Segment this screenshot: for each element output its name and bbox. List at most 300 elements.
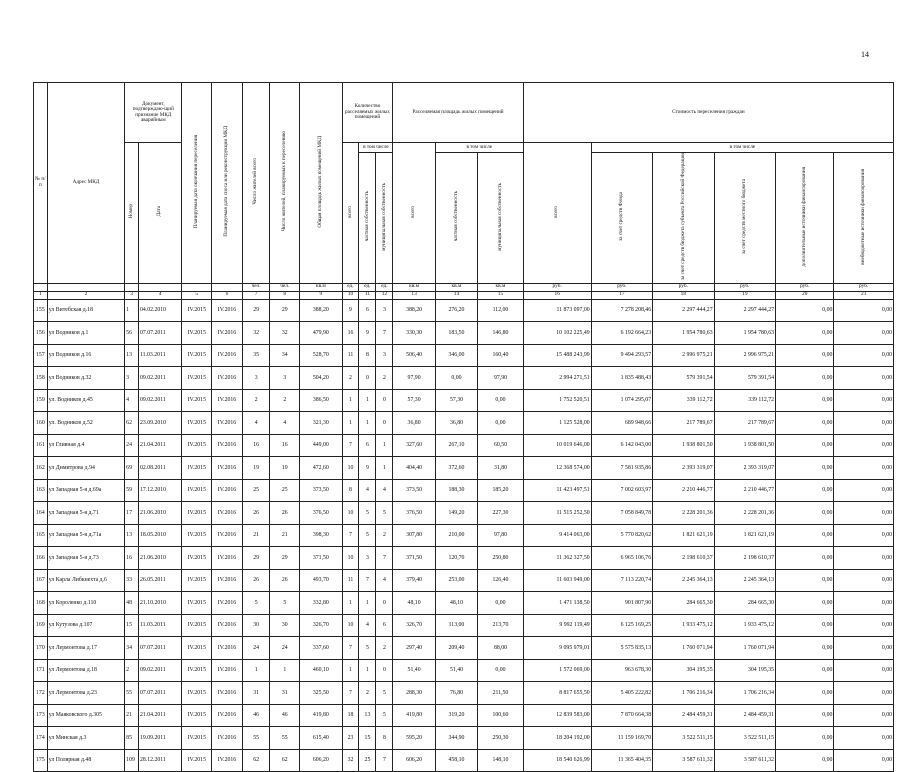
table-cell: 21.10.2010: [138, 592, 181, 615]
table-row: [34, 727, 894, 750]
table-cell: 16: [270, 434, 300, 457]
table-cell: 1 938 801,50: [714, 434, 775, 457]
table-cell: 11 365 404,35: [591, 749, 652, 772]
table-row: [34, 299, 894, 322]
header-doc-date: Дата: [156, 206, 163, 217]
table-cell: 85: [125, 727, 139, 750]
table-cell: 25: [270, 479, 300, 502]
table-cell: 1 471 138,50: [523, 592, 591, 615]
table-cell: 62: [270, 749, 300, 772]
table-cell: 30: [242, 614, 270, 637]
table-cell: IV.2016: [212, 547, 243, 570]
table-cell: 5: [270, 592, 300, 615]
table-cell: 493,70: [300, 569, 342, 592]
table-cell: ул Маяковского д.305: [47, 704, 124, 727]
table-cell: 1 706 216,34: [653, 682, 714, 705]
table-cell: 15: [125, 614, 139, 637]
table-cell: 6 125 169,25: [591, 614, 652, 637]
table-cell: IV.2016: [212, 524, 243, 547]
table-cell: 9: [359, 457, 376, 480]
table-cell: 8: [342, 479, 359, 502]
table-cell: 21.06.2010: [138, 502, 181, 525]
header-subject-budget: за счет средств бюджета субъекта Российской Федерации: [679, 153, 686, 281]
table-cell: 689 948,66: [591, 412, 652, 435]
table-cell: 12 368 574,00: [523, 457, 591, 480]
table-cell: 7 870 664,38: [591, 704, 652, 727]
table-cell: 25: [359, 749, 376, 772]
header-residents-planned: Число жителей, планируемых к переселению: [281, 131, 288, 232]
table-cell: 166: [34, 547, 48, 570]
table-cell: ул Лермонтова д.18: [47, 659, 124, 682]
table-cell: 0,00: [776, 749, 834, 772]
table-cell: 34: [125, 637, 139, 660]
table-cell: 0,00: [776, 592, 834, 615]
table-cell: 1 835 488,43: [591, 367, 652, 390]
unit-cell: [125, 283, 139, 291]
header-planned-end: Планируемая дата окончания переселения: [193, 134, 200, 229]
table-cell: 1 954 780,63: [653, 322, 714, 345]
table-cell: 2 393 319,07: [653, 457, 714, 480]
unit-cell: [212, 283, 243, 291]
table-cell: 0,00: [776, 682, 834, 705]
table-cell: 5: [376, 682, 393, 705]
table-cell: ул Западная 5-я д.69а: [47, 479, 124, 502]
table-cell: 162: [34, 457, 48, 480]
unit-cell: ед.: [376, 283, 393, 291]
table-cell: 17.12.2010: [138, 479, 181, 502]
table-cell: 2: [376, 367, 393, 390]
table-cell: 1: [342, 659, 359, 682]
table-cell: IV.2016: [212, 412, 243, 435]
table-cell: ул Димитрова д.94: [47, 457, 124, 480]
table-cell: 0,00: [834, 434, 894, 457]
column-number-cell: 8: [270, 291, 300, 299]
table-cell: 07.07.2011: [138, 682, 181, 705]
table-cell: 21.06.2010: [138, 547, 181, 570]
table-cell: 158: [34, 367, 48, 390]
table-cell: 213,70: [478, 614, 524, 637]
table-cell: 307,80: [393, 524, 435, 547]
table-cell: 0,00: [478, 389, 524, 412]
column-number-cell: 17: [591, 291, 652, 299]
table-cell: 19: [242, 457, 270, 480]
table-cell: ул Западная 5-я д.71а: [47, 524, 124, 547]
unit-cell: кв.м: [478, 283, 524, 291]
table-cell: 19: [270, 457, 300, 480]
table-cell: 5 770 820,62: [591, 524, 652, 547]
table-cell: 479,90: [300, 322, 342, 345]
table-cell: IV.2015: [182, 479, 212, 502]
table-row: [34, 479, 894, 502]
table-cell: 28.12.2011: [138, 749, 181, 772]
header-fund: за счет средств Фонда: [618, 192, 625, 241]
table-cell: 0,00: [478, 659, 524, 682]
unit-cell: кв.м: [300, 283, 342, 291]
unit-cell: руб.: [714, 283, 775, 291]
table-cell: IV.2015: [182, 412, 212, 435]
table-cell: 11: [342, 344, 359, 367]
table-cell: 346,00: [435, 344, 477, 367]
table-cell: 1: [342, 592, 359, 615]
column-number-cell: 5: [182, 291, 212, 299]
table-cell: 23.09.2010: [138, 412, 181, 435]
resettlement-table: [33, 82, 894, 772]
table-cell: 4: [125, 389, 139, 412]
table-cell: 46: [270, 704, 300, 727]
table-cell: 146,80: [478, 322, 524, 345]
table-cell: 21: [125, 704, 139, 727]
column-number-cell: 3: [125, 291, 139, 299]
header-document: Документ, подтверждаю-щий признание МКД аварийным: [125, 83, 182, 143]
table-cell: 4: [376, 479, 393, 502]
table-cell: 0,00: [834, 524, 894, 547]
table-cell: 172: [34, 682, 48, 705]
table-cell: 29: [270, 299, 300, 322]
table-row: [34, 524, 894, 547]
table-cell: 21: [242, 524, 270, 547]
table-cell: 0,00: [435, 367, 477, 390]
table-cell: 0,00: [834, 592, 894, 615]
table-cell: 13: [125, 344, 139, 367]
table-cell: 321,30: [300, 412, 342, 435]
table-cell: 21.04.2011: [138, 434, 181, 457]
table-cell: IV.2016: [212, 592, 243, 615]
table-cell: 4: [242, 412, 270, 435]
column-number-cell: 10: [342, 291, 359, 299]
column-number-cell: 12: [376, 291, 393, 299]
header-area-group: Расселяемая площадь жилых помещений: [393, 83, 523, 143]
table-cell: 7: [342, 637, 359, 660]
table-cell: 18.05.2010: [138, 524, 181, 547]
table-cell: 8: [359, 344, 376, 367]
table-cell: 1 125 528,00: [523, 412, 591, 435]
table-cell: 2 393 319,07: [714, 457, 775, 480]
table-cell: 1: [359, 412, 376, 435]
table-cell: 2 228 201,36: [653, 502, 714, 525]
table-cell: 227,30: [478, 502, 524, 525]
column-number-cell: 4: [138, 291, 181, 299]
table-cell: 963 678,30: [591, 659, 652, 682]
table-cell: 55: [125, 682, 139, 705]
column-number-cell: 15: [478, 291, 524, 299]
table-cell: 1: [270, 659, 300, 682]
table-cell: ул Водников д.32: [47, 367, 124, 390]
table-cell: 250,30: [478, 727, 524, 750]
table-cell: 26: [270, 502, 300, 525]
header-cost-group: Стоимость переселения граждан: [523, 83, 893, 143]
table-cell: 0,00: [834, 727, 894, 750]
column-number-cell: 20: [776, 291, 834, 299]
table-cell: 4: [359, 479, 376, 502]
table-cell: 26: [242, 502, 270, 525]
table-cell: 3: [125, 367, 139, 390]
table-cell: 606,20: [393, 749, 435, 772]
table-cell: 9 095 979,01: [523, 637, 591, 660]
table-row: [34, 412, 894, 435]
table-cell: 11 362 327,50: [523, 547, 591, 570]
table-cell: 16: [342, 322, 359, 345]
table-row: [34, 457, 894, 480]
table-cell: 35: [242, 344, 270, 367]
table-cell: 18: [342, 704, 359, 727]
column-number-cell: 19: [714, 291, 775, 299]
table-cell: 15 488 243,99: [523, 344, 591, 367]
table-cell: 2 297 444,27: [653, 299, 714, 322]
table-cell: 217 789,67: [653, 412, 714, 435]
table-cell: IV.2016: [212, 569, 243, 592]
table-cell: 0: [376, 659, 393, 682]
table-cell: 8: [376, 727, 393, 750]
table-cell: 1: [342, 389, 359, 412]
table-cell: 209,40: [435, 637, 477, 660]
table-cell: 167: [34, 569, 48, 592]
table-cell: IV.2016: [212, 614, 243, 637]
unit-cell: [47, 283, 124, 291]
table-cell: 2: [125, 659, 139, 682]
unit-cell: чел.: [270, 283, 300, 291]
table-cell: 606,20: [300, 749, 342, 772]
table-cell: 2: [270, 389, 300, 412]
table-cell: 7: [376, 547, 393, 570]
table-cell: 148,10: [478, 749, 524, 772]
table-cell: 185,20: [478, 479, 524, 502]
table-cell: 0,00: [834, 749, 894, 772]
column-number-cell: 11: [359, 291, 376, 299]
table-cell: 0,00: [834, 299, 894, 322]
table-cell: 36,80: [435, 412, 477, 435]
header-no: № п/п: [34, 83, 48, 284]
header-area-private: частная собственность: [452, 191, 459, 242]
table-cell: 9 494 293,57: [591, 344, 652, 367]
table-cell: 0,00: [834, 412, 894, 435]
table-cell: 2 228 201,36: [714, 502, 775, 525]
table-cell: 10 102 225,49: [523, 322, 591, 345]
table-cell: 112,00: [478, 299, 524, 322]
table-cell: IV.2015: [182, 727, 212, 750]
table-cell: IV.2016: [212, 502, 243, 525]
table-cell: 55: [242, 727, 270, 750]
table-cell: 2 484 459,31: [714, 704, 775, 727]
column-number-cell: 2: [47, 291, 124, 299]
table-cell: 126,40: [478, 569, 524, 592]
table-cell: 13: [125, 524, 139, 547]
table-cell: 3: [376, 344, 393, 367]
table-cell: 0,00: [776, 344, 834, 367]
header-nonbudget: внебюджетные источники финансирования: [859, 168, 866, 265]
table-cell: 09.02.2011: [138, 659, 181, 682]
table-cell: 1 954 780,63: [714, 322, 775, 345]
table-cell: 29: [242, 299, 270, 322]
table-cell: 1: [359, 592, 376, 615]
table-cell: 339 112,72: [714, 389, 775, 412]
table-cell: ул Водников д.16: [47, 344, 124, 367]
table-cell: IV.2016: [212, 389, 243, 412]
table-cell: 164: [34, 502, 48, 525]
table-cell: IV.2015: [182, 344, 212, 367]
table-cell: 174: [34, 727, 48, 750]
table-cell: 304 195,35: [714, 659, 775, 682]
table-cell: 2: [242, 389, 270, 412]
table-cell: 7: [376, 322, 393, 345]
table-cell: 161: [34, 434, 48, 457]
table-cell: 32: [270, 322, 300, 345]
table-cell: IV.2015: [182, 322, 212, 345]
table-cell: 48,10: [393, 592, 435, 615]
table-cell: 2 210 446,77: [714, 479, 775, 502]
table-cell: IV.2015: [182, 434, 212, 457]
table-cell: 506,40: [393, 344, 435, 367]
table-cell: 156: [34, 322, 48, 345]
table-cell: 3 587 611,32: [714, 749, 775, 772]
unit-cell: руб.: [834, 283, 894, 291]
table-cell: ул. Водников д.52: [47, 412, 124, 435]
table-cell: 1: [376, 457, 393, 480]
table-cell: IV.2015: [182, 659, 212, 682]
table-cell: 211,50: [478, 682, 524, 705]
table-cell: 7 278 208,46: [591, 299, 652, 322]
table-cell: 17: [125, 502, 139, 525]
table-cell: 0,00: [776, 659, 834, 682]
table-cell: 0: [359, 367, 376, 390]
table-cell: 6 142 043,00: [591, 434, 652, 457]
table-cell: 579 391,54: [653, 367, 714, 390]
header-count-group: Количество расселяемых жилых помещений: [342, 83, 393, 143]
table-cell: 0,00: [776, 524, 834, 547]
page-number: 14: [861, 50, 869, 59]
table-cell: 13: [359, 704, 376, 727]
table-cell: 404,40: [393, 457, 435, 480]
table-cell: 24: [242, 637, 270, 660]
table-cell: 26.05.2011: [138, 569, 181, 592]
unit-cell: ед.: [342, 283, 359, 291]
table-cell: 326,70: [393, 614, 435, 637]
table-cell: 10: [342, 547, 359, 570]
table-cell: 504,20: [300, 367, 342, 390]
table-cell: 9: [359, 322, 376, 345]
table-cell: 0,00: [834, 479, 894, 502]
table-cell: 46: [242, 704, 270, 727]
table-cell: IV.2016: [212, 637, 243, 660]
table-cell: 267,10: [435, 434, 477, 457]
table-cell: 11 873 097,00: [523, 299, 591, 322]
table-cell: 165: [34, 524, 48, 547]
table-cell: ул Короленко д.110: [47, 592, 124, 615]
table-cell: 0,00: [834, 569, 894, 592]
table-cell: 0,00: [834, 637, 894, 660]
table-cell: 10: [342, 457, 359, 480]
table-cell: 1 933 475,12: [653, 614, 714, 637]
table-cell: 210,00: [435, 524, 477, 547]
table-cell: 1 938 801,50: [653, 434, 714, 457]
table-cell: 09.02.2011: [138, 389, 181, 412]
table-cell: 32: [342, 749, 359, 772]
table-cell: 458,10: [435, 749, 477, 772]
table-cell: 250,80: [478, 547, 524, 570]
table-cell: 59: [125, 479, 139, 502]
table-cell: 16: [242, 434, 270, 457]
table-cell: 159: [34, 389, 48, 412]
table-cell: 0,00: [776, 637, 834, 660]
table-cell: 615,40: [300, 727, 342, 750]
table-cell: 23: [342, 727, 359, 750]
header-additional: дополнительные источники финансирования: [801, 166, 807, 267]
table-cell: 2: [376, 637, 393, 660]
table-row: [34, 367, 894, 390]
table-cell: 472,60: [300, 457, 342, 480]
table-cell: 60,50: [478, 434, 524, 457]
table-cell: 32: [242, 322, 270, 345]
table-cell: 0,00: [834, 704, 894, 727]
table-cell: 160,40: [478, 344, 524, 367]
table-cell: 0,00: [834, 682, 894, 705]
table-cell: 376,50: [393, 502, 435, 525]
table-cell: 0,00: [776, 299, 834, 322]
table-cell: IV.2016: [212, 682, 243, 705]
table-cell: IV.2016: [212, 659, 243, 682]
header-count-municipal: муниципальная собственность: [380, 182, 387, 251]
table-cell: IV.2015: [182, 524, 212, 547]
table-cell: 120,70: [435, 547, 477, 570]
table-cell: 11 515 252,50: [523, 502, 591, 525]
table-cell: 48,10: [435, 592, 477, 615]
table-row: [34, 389, 894, 412]
table-cell: 168: [34, 592, 48, 615]
table-cell: 149,20: [435, 502, 477, 525]
table-cell: 0: [376, 389, 393, 412]
table-cell: 7 581 935,86: [591, 457, 652, 480]
table-cell: 19.09.2011: [138, 727, 181, 750]
table-cell: ул Минская д.3: [47, 727, 124, 750]
table-cell: IV.2016: [212, 367, 243, 390]
table-cell: IV.2015: [182, 704, 212, 727]
table-cell: 57,30: [393, 389, 435, 412]
table-cell: 173: [34, 704, 48, 727]
table-cell: 288,30: [393, 682, 435, 705]
header-area-municipal: муниципальная собственность: [496, 182, 503, 251]
table-cell: ул Кутузова д.107: [47, 614, 124, 637]
table-cell: 9 414 063,00: [523, 524, 591, 547]
table-cell: ул. Водников д.45: [47, 389, 124, 412]
table-cell: 388,20: [393, 299, 435, 322]
table-cell: 24: [125, 434, 139, 457]
table-cell: 379,40: [393, 569, 435, 592]
table-cell: 3 522 511,15: [653, 727, 714, 750]
table-cell: 1 706 216,34: [714, 682, 775, 705]
table-cell: 100,60: [478, 704, 524, 727]
table-cell: 0,00: [776, 502, 834, 525]
table-cell: 0,00: [776, 389, 834, 412]
table-cell: 76,80: [435, 682, 477, 705]
table-cell: 337,60: [300, 637, 342, 660]
table-cell: 901 807,90: [591, 592, 652, 615]
table-cell: 595,20: [393, 727, 435, 750]
table-cell: IV.2015: [182, 749, 212, 772]
table-cell: 344,90: [435, 727, 477, 750]
table-cell: 0,00: [776, 434, 834, 457]
table-cell: 6: [359, 434, 376, 457]
table-cell: 10 019 646,00: [523, 434, 591, 457]
table-cell: 169: [34, 614, 48, 637]
header-count-total: всего: [346, 205, 353, 218]
table-cell: 2: [342, 367, 359, 390]
table-row: [34, 704, 894, 727]
table-cell: 62: [242, 749, 270, 772]
table-cell: 26: [242, 569, 270, 592]
table-cell: 24: [270, 637, 300, 660]
table-cell: 5: [242, 592, 270, 615]
table-cell: 11.03.2011: [138, 344, 181, 367]
unit-cell: кв.м: [435, 283, 477, 291]
